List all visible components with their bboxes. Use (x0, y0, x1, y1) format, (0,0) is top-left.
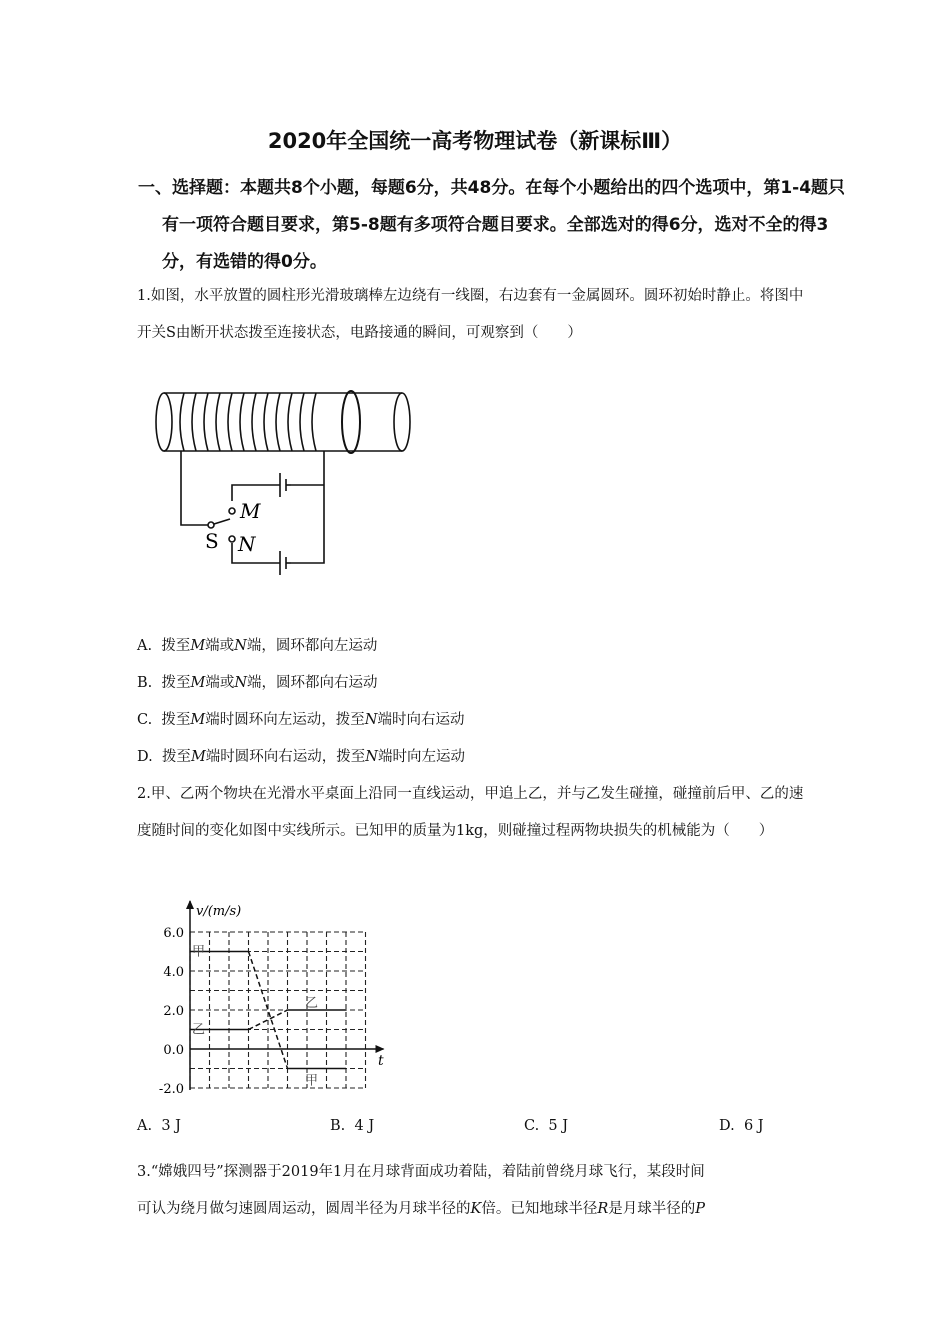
q1-option-b: B. 拨至M端或N端，圆环都向右运动 (137, 675, 378, 691)
q3-line-1: 3.“嫦娥四号”探测器于2019年1月在月球背面成功着陆，着陆前曾绕月球飞行，某段时间 (137, 1164, 705, 1180)
q2-option-a: A. 3 J (137, 1118, 181, 1134)
velocity-time-chart (150, 895, 410, 1107)
y-axis-label: v/(m/s) (196, 904, 242, 919)
contact-m (229, 508, 235, 514)
rod-right-end (394, 393, 410, 451)
chart-tick-labels (159, 926, 184, 1097)
coil-turns (180, 393, 316, 451)
contact-n (229, 536, 235, 542)
label-yi-after: 乙 (305, 996, 319, 1011)
y-axis-arrow (186, 900, 194, 909)
q1-option-d: D. 拨至M端时圆环向右运动，拨至N端时向左运动 (137, 749, 465, 765)
y-tick-label: 2.0 (163, 1004, 184, 1019)
q1-option-a: A. 拨至M端或N端，圆环都向左运动 (137, 638, 378, 654)
question-3-text (137, 1154, 827, 1228)
y-tick-label: 4.0 (163, 965, 184, 980)
battery-top (280, 473, 286, 497)
battery-bottom (280, 551, 286, 575)
glass-rod (164, 393, 402, 451)
q2-option-c: C. 5 J (524, 1118, 569, 1134)
section-instructions: 一、选择题：本题共8个小题，每题6分，共48分。在每个小题给出的四个选项中，第1-4题只有一项符合题目要求，第5-8题有多项符合题目要求。全部选对的得6分，选对不全的得3分，有选错的得0分。 (138, 178, 846, 272)
q2-option-b: B. 4 J (330, 1118, 375, 1134)
metal-ring (342, 391, 360, 453)
x-axis-arrow (376, 1045, 385, 1053)
y-tick-label: 6.0 (163, 926, 184, 941)
x-axis-label: t (378, 1053, 384, 1069)
q1-option-c: C. 拨至M端时圆环向左运动，拨至N端时向右运动 (137, 712, 465, 728)
label-s: S (205, 529, 219, 553)
coil-circuit-figure (150, 385, 420, 585)
y-tick-label: 0.0 (163, 1043, 184, 1058)
question-2-text: 2.甲、乙两个物块在光滑水平桌面上沿同一直线运动，甲追上乙，并与乙发生碰撞，碰撞前后甲、乙的速度随时间的变化如图中实线所示。已知甲的质量为1kg，则碰撞过程两物块损失的机械能为（ ） (137, 786, 804, 839)
wire-right (291, 451, 324, 563)
rod-left-end (156, 393, 172, 451)
q2-option-d: D. 6 J (719, 1118, 764, 1134)
label-jia-before: 甲 (192, 944, 206, 960)
label-jia-after: 甲 (305, 1073, 319, 1089)
page-title: 2020年全国统一高考物理试卷（新课标Ⅲ） (267, 129, 683, 153)
y-tick-label: -2.0 (158, 1082, 184, 1097)
label-n: N (238, 532, 256, 556)
q3-line-2: 可认为绕月做匀速圆周运动，圆周半径为月球半径的K倍。已知地球半径R是月球半径的P (137, 1201, 706, 1217)
wire-left (181, 451, 208, 525)
label-yi-before: 乙 (192, 1022, 206, 1038)
switch-blade (214, 519, 230, 524)
switch-pivot (208, 522, 214, 528)
label-m: M (240, 499, 261, 523)
question-1-text: 1.如图，水平放置的圆柱形光滑玻璃棒左边绕有一线圈，右边套有一金属圆环。圆环初始时静止。将图中开关S由断开状态拨至连接状态，电路接通的瞬间，可观察到（ ） (137, 288, 804, 341)
